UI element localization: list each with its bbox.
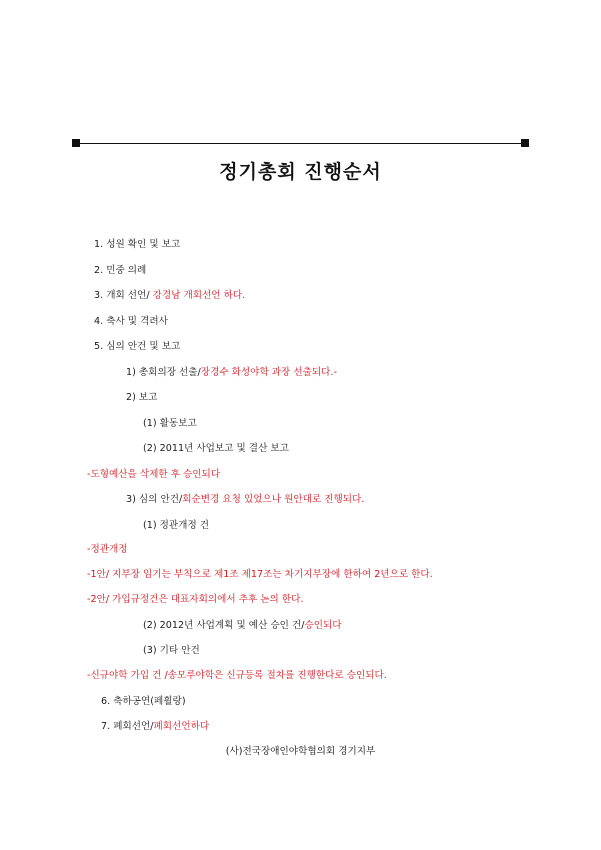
agenda-result-text: 폐회선언하다 (153, 721, 210, 732)
agenda-line (94, 262, 146, 276)
agenda-line (87, 591, 303, 605)
agenda-line (87, 541, 128, 555)
agenda-line (126, 389, 157, 403)
agenda-result-text: -정관개정 (87, 544, 128, 555)
agenda-result-text: -1안/ 지부장 임기는 부칙으로 제1조 제17조는 차기지부장에 한하여 2년으로 한다. (87, 569, 433, 580)
agenda-line (126, 491, 364, 505)
agenda-line (126, 364, 337, 378)
agenda-text: 기타 안건 (159, 645, 200, 656)
agenda-text: 보고 (138, 392, 158, 403)
agenda-number: (1) (143, 520, 160, 531)
agenda-number: 1) (126, 367, 139, 378)
agenda-number: 2. (94, 265, 107, 276)
agenda-line (101, 693, 186, 707)
agenda-number: 3. (94, 290, 107, 301)
rule-left-marker (72, 139, 80, 147)
agenda-line (87, 566, 433, 580)
agenda-number: 4. (94, 316, 107, 327)
agenda-result-text: 회순변경 요청 있었으나 원안대로 진행되다. (182, 494, 365, 505)
agenda-line (143, 617, 342, 631)
agenda-line (87, 466, 220, 480)
agenda-text: 활동보고 (159, 418, 197, 429)
agenda-number: 6. (101, 696, 114, 707)
agenda-text: 개회 선언/ (106, 290, 153, 301)
document-title: 정기총회 진행순서 (219, 161, 382, 183)
agenda-line (101, 718, 209, 732)
agenda-number: 5. (94, 341, 107, 352)
agenda-number: (1) (143, 418, 160, 429)
agenda-result-text: -도형예산을 삭제한 후 승인되다 (87, 469, 221, 480)
agenda-text: 축하공연(페휠랑) (113, 696, 186, 707)
agenda-result-text: -2안/ 가입규정건은 대표자회의에서 추후 논의 한다. (87, 594, 304, 605)
agenda-line (143, 517, 209, 531)
agenda-result-text: 장경수 화성야학 과장 선출되다.- (200, 367, 337, 378)
agenda-result-text: 승인되다 (304, 620, 342, 631)
agenda-text: 정관개정 건 (159, 520, 210, 531)
agenda-text: 성원 확인 및 보고 (106, 239, 181, 250)
agenda-line (94, 338, 180, 352)
agenda-text: 축사 및 격려사 (106, 316, 168, 327)
agenda-line (143, 642, 200, 656)
agenda-text: 총회의장 선출/ (138, 367, 201, 378)
agenda-line (94, 313, 168, 327)
agenda-text: 민중 의례 (106, 265, 147, 276)
agenda-text: 심의 안건/ (138, 494, 183, 505)
organization-footer: (사)전국장애인야학협의회 경기지부 (225, 746, 376, 757)
agenda-text: 심의 안건 및 보고 (106, 341, 181, 352)
agenda-line (143, 440, 289, 454)
agenda-text: 폐회선언/ (113, 721, 154, 732)
agenda-number: 7. (101, 721, 114, 732)
agenda-number: 2) (126, 392, 139, 403)
agenda-result-text: -신규야학 가입 건 /송모루야학은 신규등록 절차를 진행한다로 승인되다. (87, 670, 387, 681)
agenda-line (87, 667, 387, 681)
agenda-line (94, 236, 180, 250)
rule-right-marker (521, 139, 529, 147)
agenda-line (94, 287, 245, 301)
agenda-number: (3) (143, 645, 160, 656)
agenda-number: 1. (94, 239, 107, 250)
agenda-number: 3) (126, 494, 139, 505)
top-rule (76, 143, 525, 144)
agenda-text: 2011년 사업보고 및 결산 보고 (159, 443, 289, 454)
agenda-number: (2) (143, 443, 160, 454)
agenda-result-text: 강경남 개회선언 하다. (152, 290, 246, 301)
agenda-number: (2) (143, 620, 160, 631)
agenda-line (143, 415, 197, 429)
agenda-text: 2012년 사업계획 및 예산 승인 건/ (159, 620, 305, 631)
